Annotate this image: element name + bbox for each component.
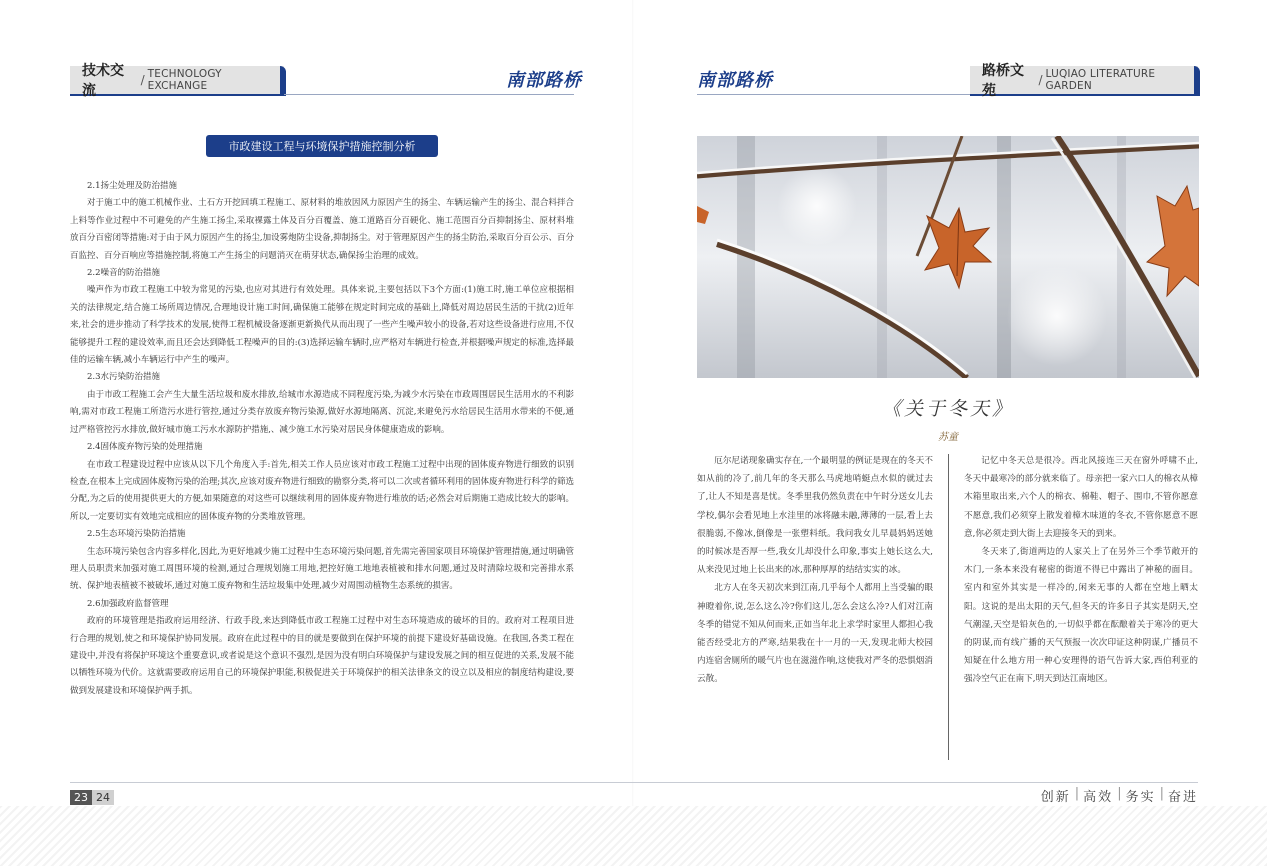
paragraph: 冬天来了,街道两边的人家关上了在另外三个季节敞开的木门,一条本来没有秘密的街道不得已中露出了神秘的面目。室内和室外其实是一样冷的,闲来无事的人都在空地上晒太阳。这说的是出太阳的天气,但冬天的许多日子其实是阴天,空气潮湿,天空是铅灰色的,一切似乎都在酝酿着关于寒冷的更大的阴谋,而有线广播的天气预报一次次印证这种阴谋,广播员不知疑在什么地方用一种心安理得的语气告诉大家,西伯利亚的强冷空气正在南下,明天到达江南地区。 (964, 547, 1198, 685)
left-section-english: TECHNOLOGY EXCHANGE (147, 68, 222, 92)
text-column-left (697, 452, 933, 689)
footer-slogan (1041, 786, 1198, 805)
paragraph: 生态环境污染包含内容多样化,因此,为更好地减少施工过程中生态环境污染问题,首先需完善国家项目环境保护管理措施,通过明确管理人员职责来加强对施工周围环境的检测,通过合理规划施工用地,把控好施工地地表植被和排水问题,通过及时清除垃圾和完善排水系统、保护地表植被不被破坏,通过对施工废弃物和生活垃圾集中处理,减少对周围动植物生态系统的损害。 (70, 546, 574, 592)
header-rule-right (697, 94, 970, 95)
article-body (70, 178, 574, 700)
section-heading: 2.6加强政府监督管理 (87, 598, 169, 609)
right-section-separator: / (1038, 73, 1043, 87)
footer-rule (70, 782, 1198, 783)
slogan-word: 奋进 (1167, 790, 1198, 805)
page-number-left: 23 (70, 790, 92, 805)
slogan-divider: | (1117, 786, 1122, 801)
slogan-word: 高效 (1083, 790, 1114, 805)
footer-pattern (0, 806, 1267, 866)
paragraph: 记忆中冬天总是很冷。西北风接连三天在窗外呼啸不止,冬天中最寒冷的部分就来临了。母亲把一家六口人的棉衣从樟木箱里取出来,六个人的棉衣、棉鞋、帽子、围巾,不管你愿意不愿意,我们必须穿上散发着樟木味道的冬衣,不管你愿意不愿意,你必须走到大街上去迎接冬天的到来。 (964, 456, 1198, 539)
section-heading: 2.3水污染防治措施 (87, 372, 161, 383)
slogan-word: 创新 (1040, 790, 1071, 805)
paragraph: 由于市政工程施工会产生大量生活垃圾和废水排放,给城市水源造成不同程度污染,为减少水污染在市政周围居民生活用水的不利影响,需对市政工程施工所造污水进行管控,通过分类存放废弃物污染源,做好水源地隔离、沉淀,来避免污水给居民生活用水带来的不便,通过严格管控污水排放,做好城市施工污水水源防护措施,、减少施工水污染对居民身体健康造成的影响。 (70, 389, 574, 435)
text-column-right (964, 452, 1198, 689)
brand-logo-left: 南部路桥 (506, 70, 582, 91)
section-heading: 2.5生态环境污染防治措施 (87, 529, 186, 540)
slogan-word: 务实 (1125, 790, 1156, 805)
paragraph: 在市政工程建设过程中应该从以下几个角度入手:首先,相关工作人员应该对市政工程施工过程中出现的固体废弃物进行细致的识别检查,在根本上完成固体废物污染的治理;其次,应该对废弃物进行细致的勘察分类,将可以二次或者循环利用的固体废弃物进行科学的筛选分配,为之后的使用提供更大的方便,如果随意的对这些可以继续利用的固体废弃物进行堆放的话;必然会对后期施工造成比较大的影响。所以,一定要切实有效地完成相应的固体废弃物的分类堆放管理。 (70, 459, 574, 522)
section-heading: 2.1扬尘处理及防治措施 (87, 181, 178, 191)
left-section-tab (70, 63, 284, 99)
page-numbers (70, 790, 114, 805)
column-divider (948, 454, 949, 760)
paragraph: 北方人在冬天初次来到江南,几乎每个人都用上当受骗的眼神瞪着你,说,怎么这么冷?你们这儿,怎么会这么冷?人们对江南冬季的错觉不知从何而来,正如当年北上求学时家里人都担心我能否经受北方的严寒,结果我在十一月的一天,发现北师大校园内连宿舍厕所的暖气片也在滋滋作响,这使我对严冬的恐惧烟消云散。 (697, 583, 933, 685)
slogan-divider: | (1074, 786, 1080, 801)
section-heading: 2.4固体废弃物污染的处理措施 (87, 442, 203, 453)
article-title: 市政建设工程与环境保护措施控制分析 (206, 135, 438, 157)
left-section-title: 技术交流 (82, 63, 124, 99)
right-section-english: LUQIAO LITERATURE GARDEN (1045, 68, 1156, 92)
right-section-tab (970, 63, 1198, 99)
page-spine (632, 0, 634, 866)
left-section-separator: / (140, 73, 145, 87)
section-heading: 2.2噪音的防治措施 (87, 268, 161, 279)
paragraph: 厄尔尼诺现象确实存在,一个最明显的例证是现在的冬天不如从前的冷了,前几年的冬天那么马虎地哨蜓点水似的就过去了,让人不知是喜是忧。冬季里我仍然负责在中午时分送女儿去学校,偶尔会看见地上水洼里的冰将融未融,薄薄的一层,看上去很脆弱,不像冰,倒像是一张塑料纸。我问我女儿早晨妈妈送她的时候冰是否厚一些,我女儿却没什么印象,事实上她长这么大,从来没见过地上长出来的冰,那种厚厚的结结实实的冰。 (697, 456, 933, 576)
photo-illustration (697, 136, 1199, 378)
slogan-divider: | (1159, 786, 1164, 801)
author-name: 苏童 (938, 432, 958, 443)
right-section-title: 路桥文苑 (982, 63, 1024, 99)
winter-branch-photo (697, 136, 1199, 378)
paragraph: 政府的环境管理是指政府运用经济、行政手段,来达到降低市政工程施工过程中对生态环境造成的破坏的目的。政府对工程项目进行合理的规划,使之和环境保护协同发展。政府在此过程中的目的就是要做到在保护环境的前提下建设好基础设施。在我国,各类工程在建设中,并没有将保护环境这个重要意识,或者说是这个意识不强烈,是因为没有明白环境保护与建设发展之间的相互促进的关系,发展不能以牺牲环境为代价。这就需要政府运用自己的环境保护职能,积极促进关于环境保护的相关法律条文的设立以及相应的制度结构建设,要做到发展建设和环境保护两手抓。 (70, 616, 574, 696)
header-rule-left (284, 94, 574, 95)
brand-logo-right: 南部路桥 (697, 70, 773, 91)
paragraph: 对于施工中的施工机械作业、土石方开挖回填工程施工、原材料的堆放因风力原因产生的扬尘、车辆运输产生的扬尘、混合料拌合上料等作业过程中不可避免的产生施工扬尘,采取裸露土体及百分百覆盖、施工道路百分百硬化、施工范围百分百抑制扬尘、原材料堆放百分百密闭等措施:对于由于风力原因产生的扬尘,加设雾炮防尘设备,抑制扬尘。对于管理原因产生的扬尘防治,采取百分百公示、百分百监控、百分百响应等措施控制,将施工产生扬尘的问题消灭在萌芽状态,确保扬尘治理的成效。 (70, 198, 574, 261)
poem-title: 《关于冬天》 (881, 398, 1014, 420)
page-number-right: 24 (92, 790, 114, 805)
paragraph: 噪声作为市政工程施工中较为常见的污染,也应对其进行有效处理。具体来说,主要包括以下3个方面:(1)施工时,施工单位应根据相关的法律规定,结合施工场所周边情况,合理地设计施工时间,确保施工能够在规定时间完成的基础上,降低对周边居民生活的干扰(2)近年来,社会的进步推动了科学技术的发展,使得工程机械设备逐渐更新换代从而出现了一些产生噪声较小的设备,若对这些设备进行应用,不仅能够提升工程的建设效率,而且还会达到降低工程噪声的目的:(3)选择运输车辆时,应严格对车辆进行检查,并根据噪声规定的标准,选择最佳的运输车辆,减小车辆运行中产生的噪声。 (70, 285, 574, 366)
